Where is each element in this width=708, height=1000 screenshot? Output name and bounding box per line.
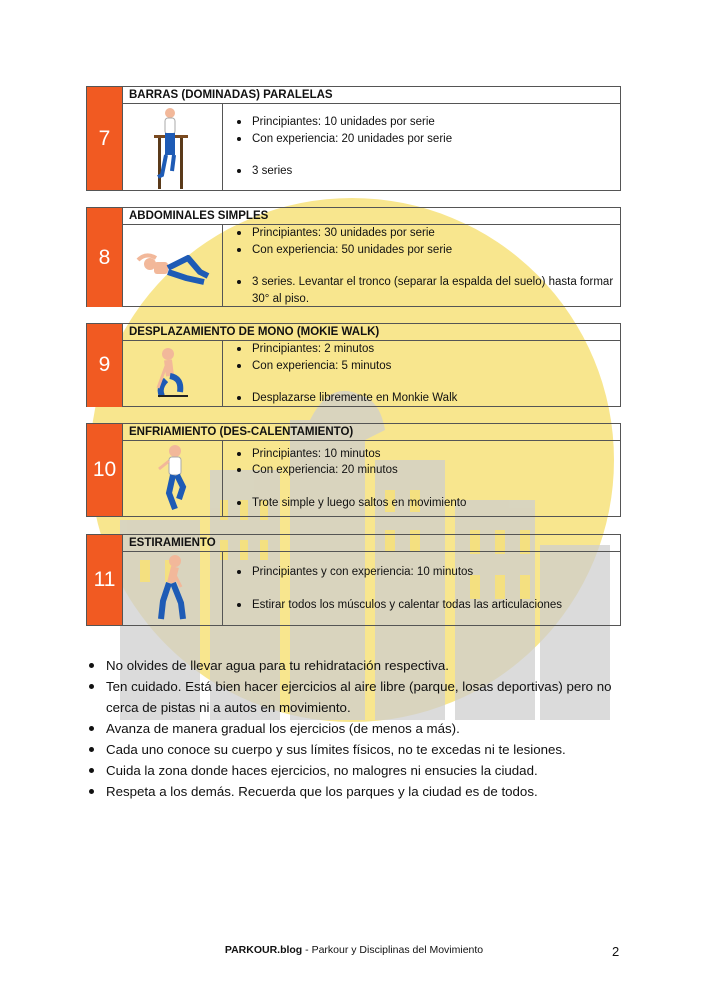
footer-brand: PARKOUR.blog: [224, 944, 303, 956]
exercise-title: ESTIRAMIENTO: [123, 535, 620, 552]
tip-item: Cuida la zona donde haces ejercicios, no malogres ni ensucies la ciudad.: [86, 760, 626, 781]
list-item: Principiantes y con experiencia: 10 minutos: [235, 564, 614, 581]
list-item: Estirar todos los músculos y calentar todas las articulaciones: [235, 597, 614, 614]
situps-figure-icon: [123, 225, 223, 307]
exercise-details: [223, 104, 620, 190]
exercise-title: BARRAS (DOMINADAS) PARALELAS: [123, 87, 620, 104]
exercise-details: [223, 441, 620, 516]
list-item: 3 series. Levantar el tronco (separar la espalda del suelo) hasta formar 30° al piso.: [235, 274, 614, 307]
exercise-number: 11: [87, 535, 123, 625]
exercise-number: 9: [87, 324, 123, 407]
list-item: Principiantes: 10 minutos: [235, 446, 614, 463]
exercise-table-7: [86, 86, 621, 191]
list-item: Principiantes: 2 minutos: [235, 341, 614, 358]
exercise-number: 8: [87, 208, 123, 307]
tip-item: Ten cuidado. Está bien hacer ejercicios al aire libre (parque, losas deportivas) pero no cerca de pistas ni a autos en movimiento.: [86, 676, 626, 718]
exercise-table-11: [86, 534, 621, 626]
list-item: Con experiencia: 20 minutos: [235, 462, 614, 479]
list-item: Con experiencia: 5 minutos: [235, 358, 614, 375]
list-item: Con experiencia: 50 unidades por serie: [235, 242, 614, 259]
exercise-details: [223, 552, 620, 625]
parallel-bars-figure-icon: [123, 104, 223, 190]
tip-item: No olvides de llevar agua para tu rehidratación respectiva.: [86, 655, 626, 676]
exercise-table-9: [86, 323, 621, 407]
page-footer: [0, 944, 708, 960]
tip-item: Cada uno conoce su cuerpo y sus límites físicos, no te excedas ni te lesiones.: [86, 739, 626, 760]
list-item: Desplazarse libremente en Monkie Walk: [235, 390, 614, 407]
exercise-details: [223, 341, 620, 407]
exercise-title: DESPLAZAMIENTO DE MONO (MOKIE WALK): [123, 324, 620, 341]
exercise-table-8: [86, 207, 621, 307]
jogging-figure-icon: [123, 441, 223, 516]
exercise-number: 7: [87, 87, 123, 190]
monkey-walk-figure-icon: [123, 341, 223, 407]
exercise-title: ABDOMINALES SIMPLES: [123, 208, 620, 225]
exercise-number: 10: [87, 424, 123, 516]
list-item: Con experiencia: 20 unidades por serie: [235, 131, 614, 148]
exercise-details: [223, 225, 620, 307]
exercise-title: ENFRIAMIENTO (DES-CALENTAMIENTO): [123, 424, 620, 441]
list-item: Principiantes: 10 unidades por serie: [235, 114, 614, 131]
list-item: Principiantes: 30 unidades por serie: [235, 225, 614, 242]
footer-text: - Parkour y Disciplinas del Movimiento: [302, 944, 484, 956]
list-item: 3 series: [235, 163, 614, 180]
page-number: 2: [612, 944, 620, 959]
tips-list: [86, 655, 626, 802]
stretching-figure-icon: [123, 552, 223, 625]
tip-item: Avanza de manera gradual los ejercicios (de menos a más).: [86, 718, 626, 739]
tip-item: Respeta a los demás. Recuerda que los parques y la ciudad es de todos.: [86, 781, 626, 802]
exercise-table-10: [86, 423, 621, 517]
list-item: Trote simple y luego saltos en movimiento: [235, 495, 614, 512]
